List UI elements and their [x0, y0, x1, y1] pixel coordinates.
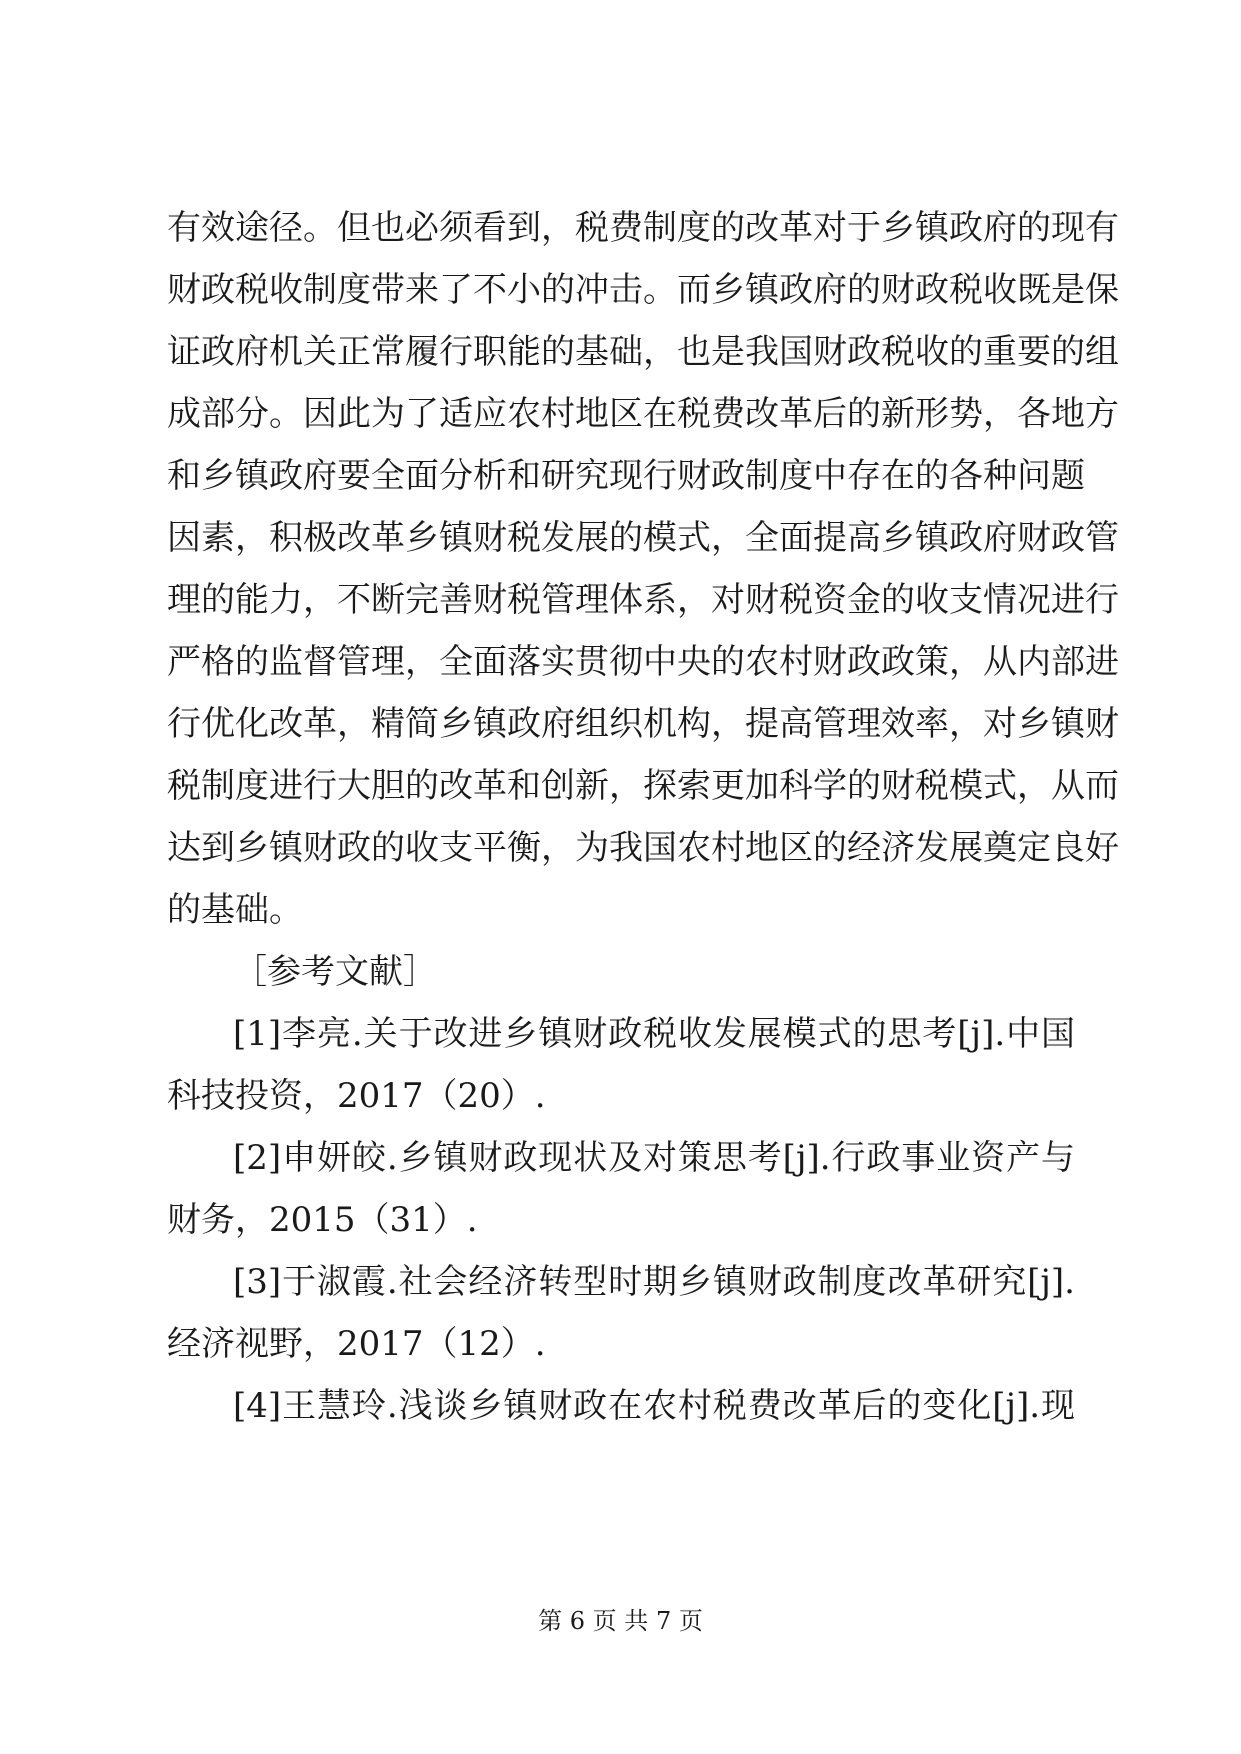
paragraph-line: 税制度进行大胆的改革和创新，探索更加科学的财税模式，从而 — [167, 766, 1119, 806]
paragraph-line: 行优化改革，精简乡镇政府组织机构，提高管理效率，对乡镇财 — [167, 704, 1119, 744]
paragraph-line: 的基础。 — [167, 890, 303, 930]
paragraph-line: 理的能力，不断完善财税管理体系，对财税资金的收支情况进行 — [167, 580, 1119, 620]
reference-item-3-cont: 经济视野，2017（12）. — [167, 1324, 546, 1364]
paragraph-line: 达到乡镇财政的收支平衡，为我国农村地区的经济发展奠定良好 — [167, 828, 1119, 868]
reference-item-1-cont: 科技投资，2017（20）. — [167, 1076, 546, 1116]
paragraph-line: 成部分。因此为了适应农村地区在税费改革后的新形势，各地方 — [167, 394, 1119, 434]
paragraph-line: 有效途径。但也必须看到，税费制度的改革对于乡镇政府的现有 — [167, 208, 1119, 248]
reference-item-1: [1]李亮.关于改进乡镇财政税收发展模式的思考[j].中国 — [233, 1014, 1075, 1054]
paragraph-line: 严格的监督管理，全面落实贯彻中央的农村财政政策，从内部进 — [167, 642, 1119, 682]
references-heading: ［参考文献］ — [233, 952, 437, 992]
reference-item-2: [2]申妍皎.乡镇财政现状及对策思考[j].行政事业资产与 — [233, 1138, 1075, 1178]
reference-item-2-cont: 财务，2015（31）. — [167, 1200, 478, 1240]
paragraph-line: 因素，积极改革乡镇财税发展的模式，全面提高乡镇政府财政管 — [167, 518, 1119, 558]
paragraph-line: 证政府机关正常履行职能的基础，也是我国财政税收的重要的组 — [167, 332, 1119, 372]
reference-item-4: [4]王慧玲.浅谈乡镇财政在农村税费改革后的变化[j].现 — [233, 1386, 1075, 1426]
reference-item-3: [3]于淑霞.社会经济转型时期乡镇财政制度改革研究[j]. — [233, 1262, 1075, 1302]
page-number-footer: 第 6 页 共 7 页 — [538, 1607, 703, 1635]
paragraph-line: 和乡镇政府要全面分析和研究现行财政制度中存在的各种问题 — [167, 456, 1085, 496]
paragraph-line: 财政税收制度带来了不小的冲击。而乡镇政府的财政税收既是保 — [167, 270, 1119, 310]
